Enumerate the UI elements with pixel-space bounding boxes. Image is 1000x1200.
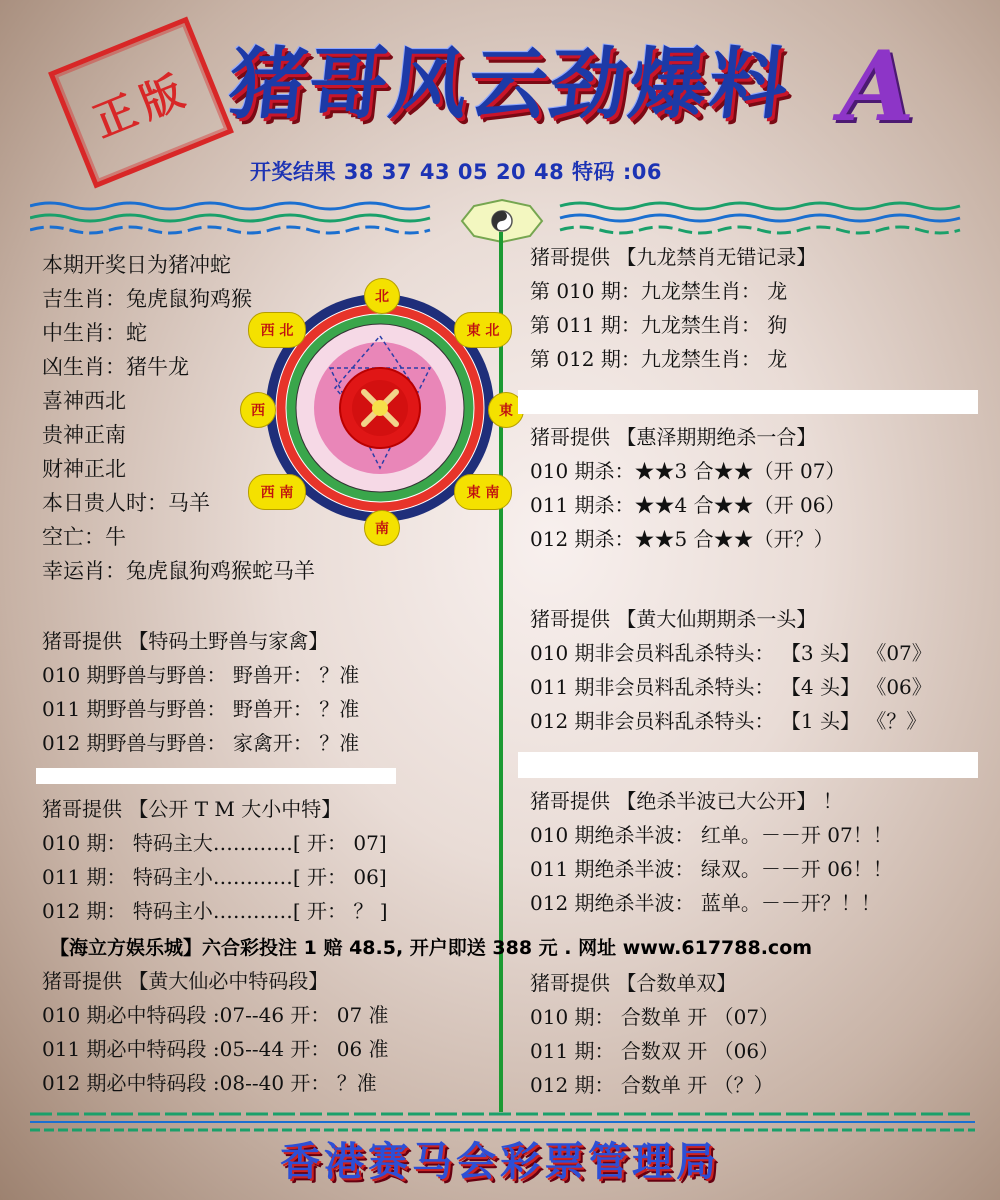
white-strip — [518, 390, 978, 414]
section-row: 012 期： 合数单 开 （？） — [530, 1073, 774, 1097]
section-title: 猪哥提供 【惠泽期期绝杀一合】 — [530, 425, 817, 449]
info-line: 本期开奖日为猪冲蛇 — [42, 253, 231, 277]
section-row: 011 期非会员料乱杀特头： 【4 头】 《06》 — [530, 675, 932, 699]
compass-northwest: 西 北 — [248, 312, 306, 348]
section-half-wave — [530, 784, 893, 920]
section-big-small — [42, 792, 388, 928]
section-title: 猪哥提供 【九龙禁肖无错记录】 — [530, 245, 817, 269]
info-line: 幸运肖：兔虎鼠狗鸡猴蛇马羊 — [42, 559, 315, 583]
info-line: 本日贵人时：马羊 — [42, 491, 210, 515]
section-row: 011 期： 合数双 开 （06） — [530, 1039, 780, 1063]
footer-title: 香港赛马会彩票管理局 — [280, 1139, 720, 1185]
info-line: 吉生肖：兔虎鼠狗鸡猴 — [42, 287, 252, 311]
info-line: 凶生肖：猪牛龙 — [42, 355, 189, 379]
section-row: 012 期杀：★★5 合★★（开？） — [530, 527, 834, 551]
compass-northeast: 東 北 — [454, 312, 512, 348]
section-row: 第 010 期：九龙禁生肖： 龙 — [530, 279, 788, 303]
section-row: 011 期： 特码主小…………[ 开： 06] — [42, 865, 387, 889]
section-row: 010 期： 特码主大…………[ 开： 07] — [42, 831, 387, 855]
white-strip — [36, 768, 396, 784]
section-odd-even — [530, 966, 779, 1102]
info-line: 喜神西北 — [42, 389, 126, 413]
section-row: 012 期野兽与野兽： 家禽开： ？准 — [42, 731, 360, 755]
edition-badge: A — [840, 30, 915, 143]
section-row: 第 012 期：九龙禁生肖： 龙 — [530, 347, 788, 371]
section-title: 猪哥提供 【黄大仙必中特码段】 — [42, 969, 329, 993]
section-kill-combo — [530, 420, 845, 556]
section-banned-zodiac — [530, 240, 816, 376]
section-row: 012 期必中特码段 :08--40 开： ？准 — [42, 1071, 377, 1095]
compass-east: 東 — [488, 392, 524, 428]
info-line: 贵神正南 — [42, 423, 126, 447]
section-row: 012 期绝杀半波： 蓝单。－－开？！！ — [530, 891, 881, 915]
section-row: 011 期野兽与野兽： 野兽开： ？准 — [42, 697, 360, 721]
compass-south: 南 — [364, 510, 400, 546]
section-row: 010 期杀：★★3 合★★（开 07） — [530, 459, 846, 483]
authentic-stamp — [48, 16, 234, 188]
section-row: 第 011 期：九龙禁生肖： 狗 — [530, 313, 788, 337]
compass-southeast: 東 南 — [454, 474, 512, 510]
compass-wheel — [240, 278, 520, 538]
section-row: 012 期： 特码主小…………[ 开： ？ ] — [42, 899, 388, 923]
section-title: 猪哥提供 【特码土野兽与家禽】 — [42, 629, 329, 653]
section-row: 011 期杀：★★4 合★★（开 06） — [530, 493, 846, 517]
section-row: 010 期野兽与野兽： 野兽开： ？准 — [42, 663, 360, 687]
section-row: 011 期必中特码段 :05--44 开： 06 准 — [42, 1037, 389, 1061]
section-row: 010 期绝杀半波： 红单。－－开 07！！ — [530, 823, 893, 847]
section-row: 012 期非会员料乱杀特头： 【1 头】 《？》 — [530, 709, 927, 733]
info-line: 中生肖：蛇 — [42, 321, 147, 345]
page-title: 猪哥风云劲爆料 — [224, 40, 795, 130]
section-title: 猪哥提供 【黄大仙期期杀一头】 — [530, 607, 817, 631]
section-row: 010 期必中特码段 :07--46 开： 07 准 — [42, 1003, 389, 1027]
section-title: 猪哥提供 【绝杀半波已大公开】 ！ — [530, 789, 843, 813]
section-title: 猪哥提供 【公开 T M 大小中特】 — [42, 797, 342, 821]
section-number-range — [42, 964, 389, 1100]
section-row: 010 期： 合数单 开 （07） — [530, 1005, 780, 1029]
info-line: 财神正北 — [42, 457, 126, 481]
info-line: 空亡：牛 — [42, 525, 126, 549]
stamp-text: 正版 — [86, 63, 198, 147]
compass-north: 北 — [364, 278, 400, 314]
section-row: 010 期非会员料乱杀特头： 【3 头】 《07》 — [530, 641, 932, 665]
compass-west: 西 — [240, 392, 276, 428]
draw-result: 开奖结果 38 37 43 05 20 48 特码 :06 — [250, 160, 662, 184]
section-row: 011 期绝杀半波： 绿双。－－开 06！！ — [530, 857, 893, 881]
white-strip — [518, 752, 978, 778]
section-kill-head — [530, 602, 932, 738]
advert-banner: 【海立方娱乐城】六合彩投注 1 赔 48.5, 开户即送 388 元 . 网址 www.617788.com — [50, 937, 813, 959]
section-title: 猪哥提供 【合数单双】 — [530, 971, 737, 995]
compass-southwest: 西 南 — [248, 474, 306, 510]
section-beast-poultry — [42, 624, 359, 760]
